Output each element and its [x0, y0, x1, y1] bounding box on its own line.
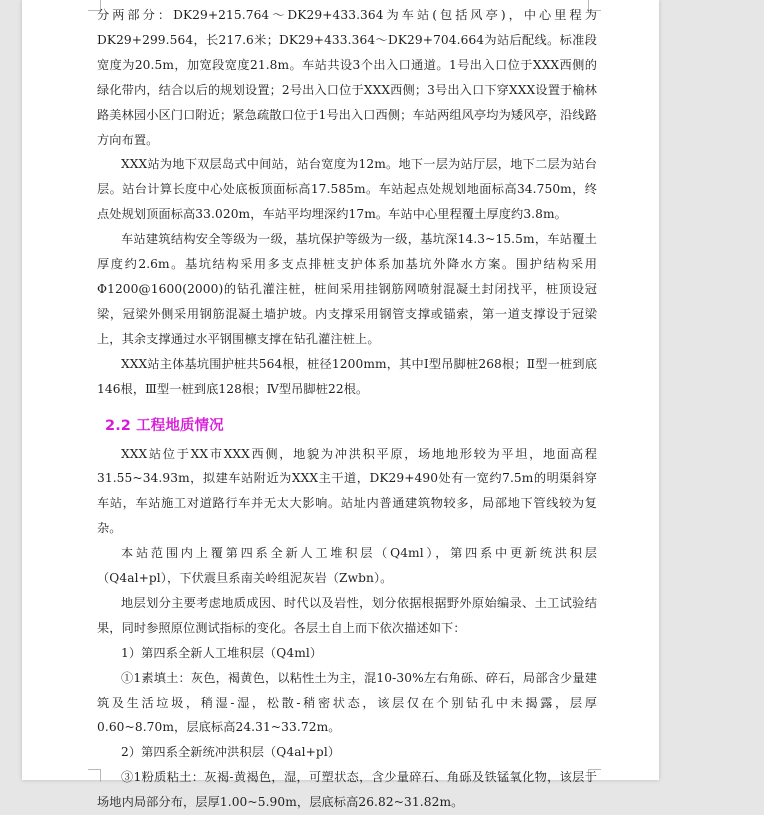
- list-item: 2）第四系全新统冲洪积层（Q4al+pl）: [121, 745, 341, 760]
- paragraph: 分两部分：DK29+215.764～DK29+433.364为车站(包括风亭)，中心里程为DK29+299.564，长217.6米；DK29+433.364～DK29+704.664为站后配线。标准段宽度为20.5m，加宽段宽度21.8m。车站共设3个出入口通道。1号出入口位于XXX西侧的绿化带内，结合以后的规划设置；2号出入口位于XXX西侧；3号出入口下穿XXX设置于榆林路美林园小区门口附近；紧急疏散口位于1号出入口西侧；车站两组风亭均为矮风亭，沿线路方向布置。: [97, 8, 597, 147]
- section-heading: 2.2 工程地质情况: [105, 417, 224, 434]
- paragraph: XXX站为地下双层岛式中间站，站台宽度为12m。地下一层为站厅层，地下二层为站台层。站台计算长度中心处底板顶面标高17.585m。车站起点处规划地面标高34.750m，终点处规划顶面标高33.020m，车站平均埋深约17m。车站中心里程覆土厚度约3.8m。: [97, 157, 597, 222]
- list-item: 1）第四系全新人工堆积层（Q4ml）: [121, 645, 323, 660]
- paragraph: XXX站位于XX市XXX西侧，地貌为冲洪积平原，场地地形较为平坦，地面高程31.55~34.93m，拟建车站附近为XXX主干道，DK29+490处有一宽约7.5m的明渠斜穿车站，车站施工对道路行车并无太大影响。站址内普通建筑物较多，局部地下管线较为复杂。: [97, 446, 597, 536]
- vertical-scrollbar[interactable]: [756, 0, 764, 780]
- paragraph: 地层划分主要考虑地质成因、时代以及岩性，划分依据根据野外原始编录、土工试验结果，同时参照原位测试指标的变化。各层土自上而下依次描述如下：: [97, 595, 597, 635]
- document-body[interactable]: [97, 3, 597, 815]
- paragraph: 车站建筑结构安全等级为一级，基坑保护等级为一级，基坑深14.3~15.5m，车站覆土厚度约2.6m。基坑结构采用多支点排桩支护体系加基坑外降水方案。围护结构采用Φ1200@1600(2000)的钻孔灌注桩，桩间采用挂钢筋网喷射混凝土封闭找平，桩顶设冠梁，冠梁外侧采用钢筋混凝土墙护坡。内支撑采用钢管支撑或锚索，第一道支撑设于冠梁上，其余支撑通过水平钢围檩支撑在钻孔灌注桩上。: [97, 232, 597, 346]
- paragraph: ①1素填土：灰色，褐黄色，以粘性土为主，混10-30%左右角砾、碎石，局部含少量建筑及生活垃圾，稍湿-湿，松散-稍密状态，该层仅在个别钻孔中未揭露，层厚0.60~8.70m，层底标高24.31~33.72m。: [97, 670, 597, 735]
- paragraph: XXX站主体基坑围护桩共564根，桩径1200mm，其中Ⅰ型吊脚桩268根；Ⅱ型一桩到底146根，Ⅲ型一桩到底128根；Ⅳ型吊脚桩22根。: [97, 356, 597, 396]
- paragraph: 本站范围内上覆第四系全新人工堆积层（Q4ml），第四系中更新统洪积层（Q4al+pl），下伏震旦系南关岭组泥灰岩（Zwbn）。: [97, 546, 597, 586]
- document-page: [22, 0, 659, 810]
- paragraph: ③1粉质粘土：灰褐-黄褐色，湿，可塑状态，含少量碎石、角砾及铁锰氧化物，该层于场地内局部分布，层厚1.00~5.90m，层底标高26.82~31.82m。: [97, 770, 597, 810]
